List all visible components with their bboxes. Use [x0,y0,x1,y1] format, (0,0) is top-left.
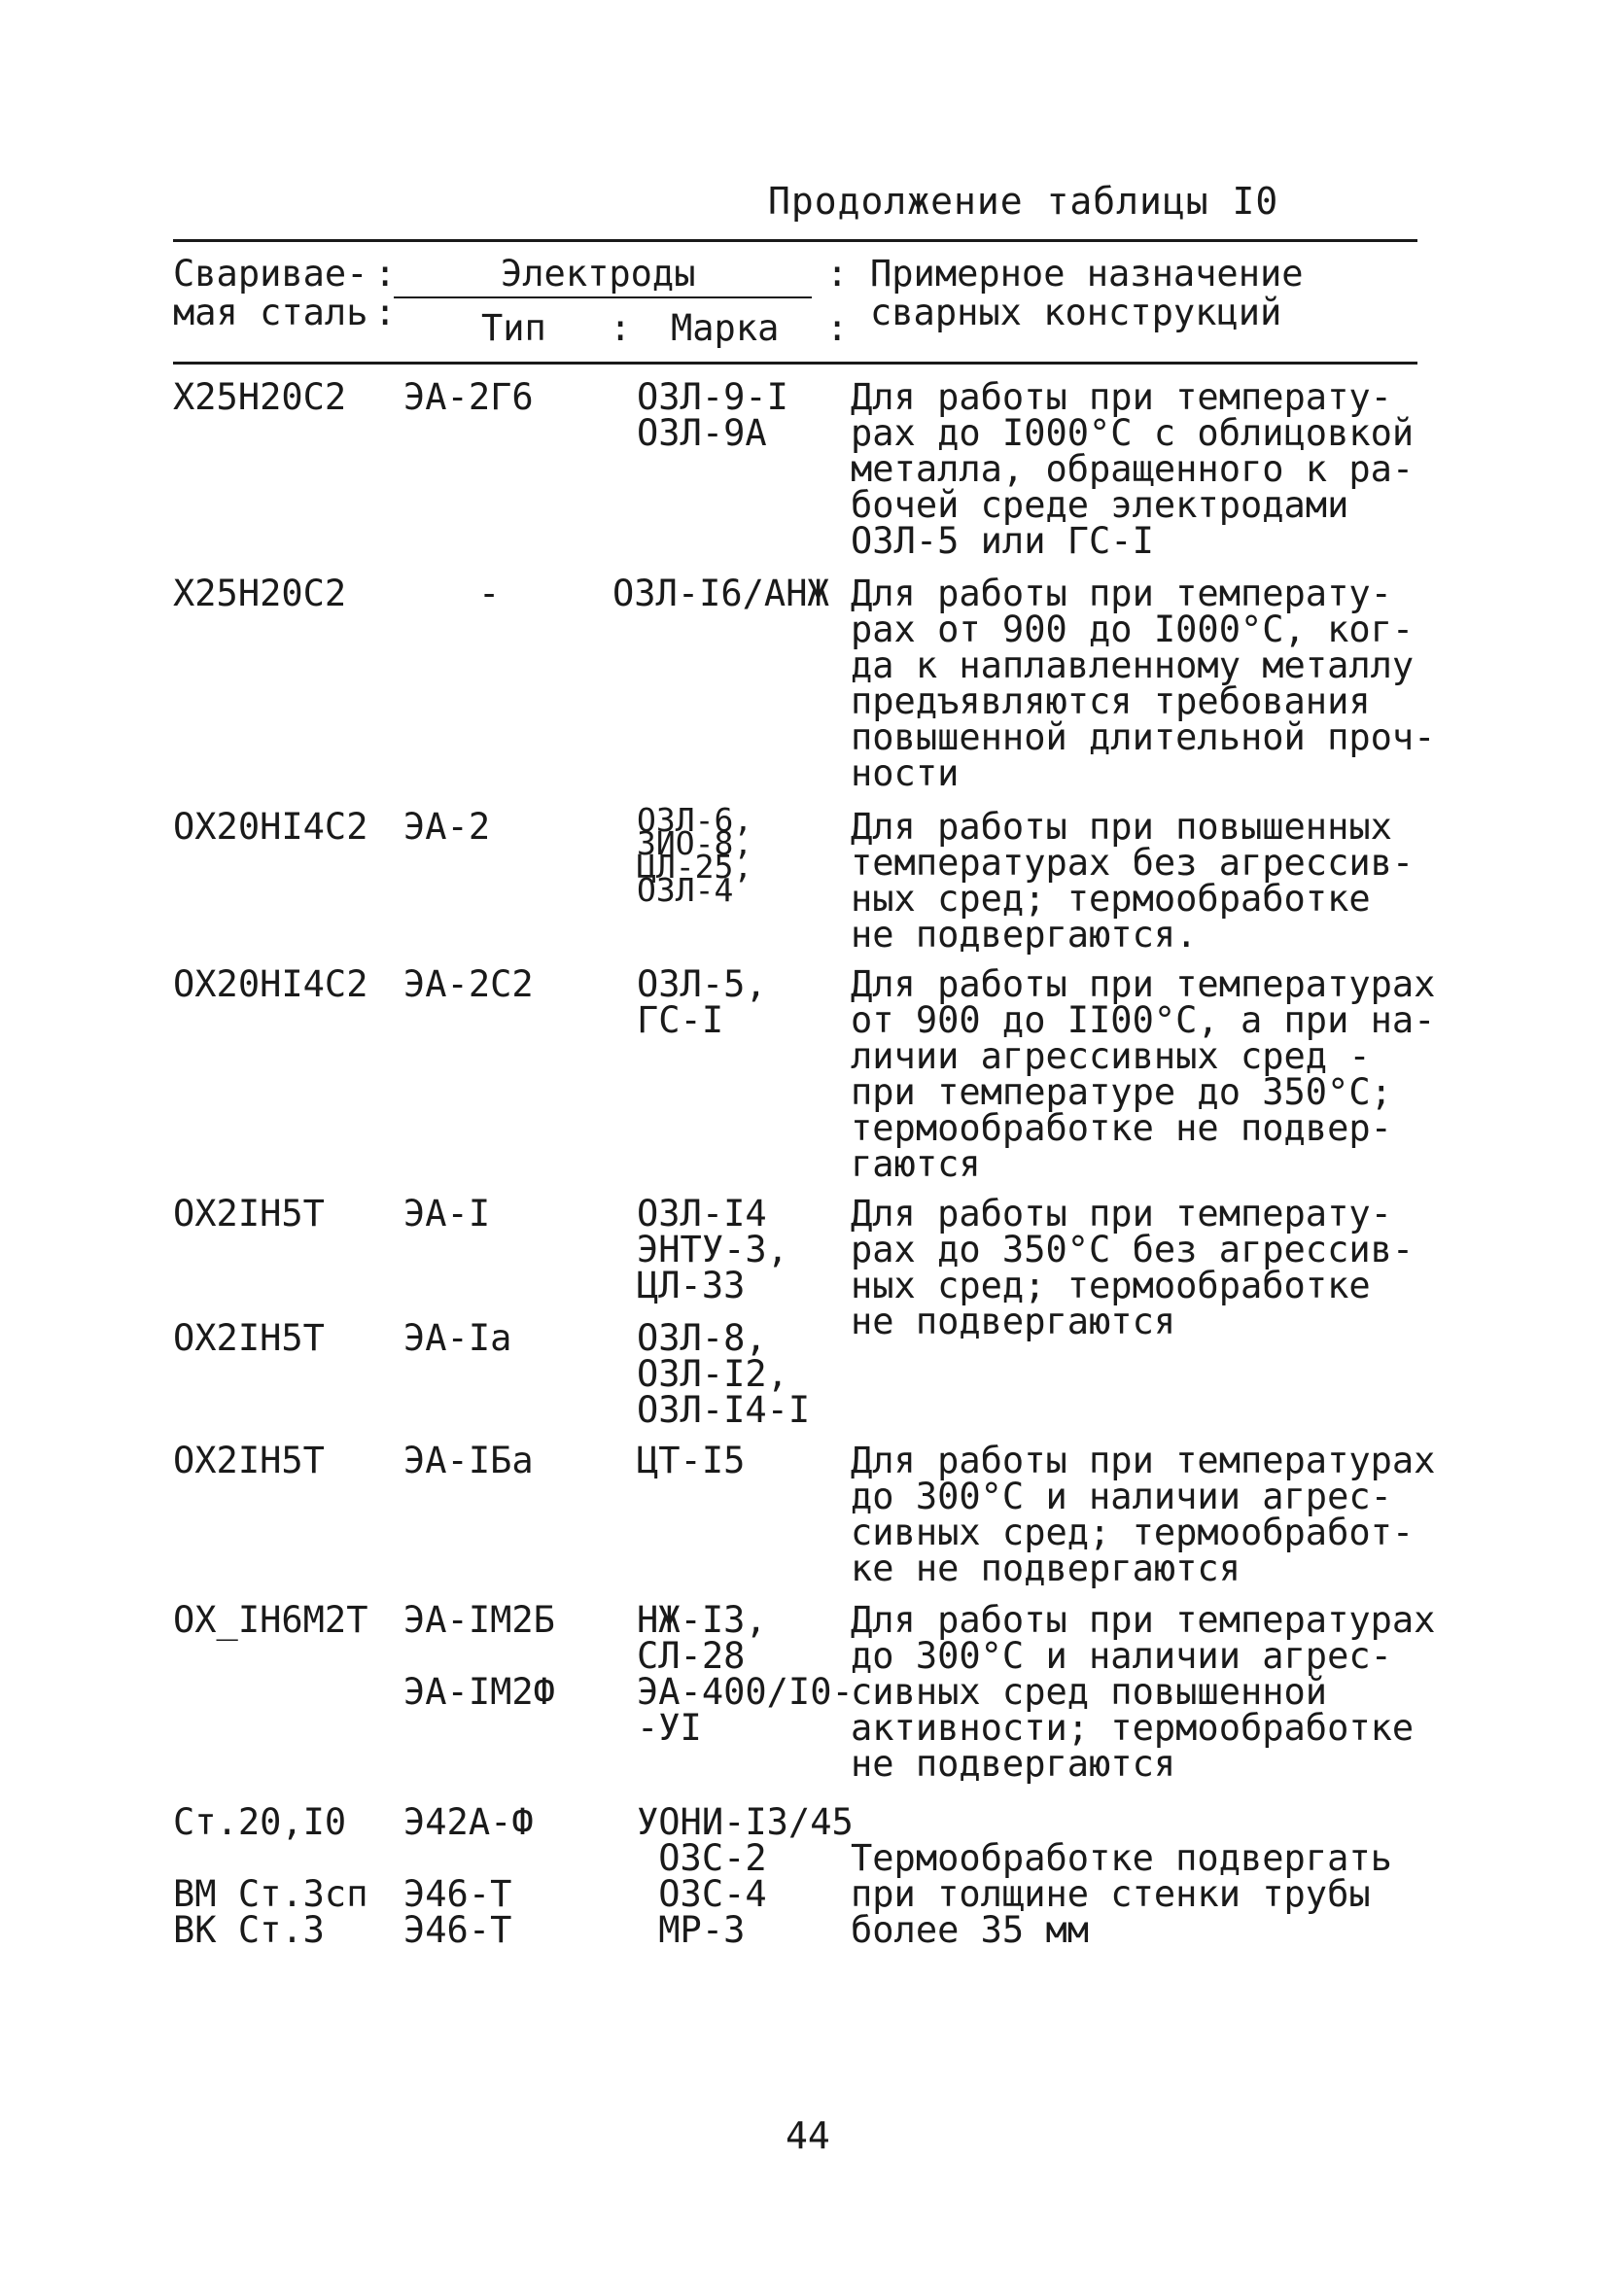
table-cell-mark: УОНИ-I3/45 ОЗС-2 ОЗС-4 МР-3 [637,1801,854,1951]
table-cell-type: ЭА-2 [403,806,491,848]
table-cell-mark: ОЗЛ-9-I ОЗЛ-9А [637,376,788,454]
table-cell-mark: НЖ-I3, СЛ-28 ЭА-400/I0- -УI [637,1599,854,1749]
table-cell-type: ЭА-IМ2Б ЭА-IМ2Ф [403,1599,555,1713]
header-separator: : [826,253,849,295]
header-bottom-rule [173,362,1417,365]
table-cell-purpose: Для работы при температурах до 300°С и наличии агрес- сивных сред повышенной активности; термообработке не подвергаются [851,1599,1436,1785]
table-cell-steel: ОХ20НI4С2 [173,963,368,1005]
table-cell-mark: ОЗЛ-6, ЗИО-8, ЦЛ-25, ОЗЛ-4 [637,801,753,909]
table-cell-purpose: Для работы при температу- рах до I000°С с облицовкой металла, обращенного к ра- бочей среде электродами ОЗЛ-5 или ГС-I [851,376,1415,562]
table-cell-purpose: Для работы при повышенных температурах без агрессив- ных сред; термообработке не подвергаются. [851,806,1415,956]
header-purpose-line1: Примерное назначение [870,253,1304,295]
table-cell-mark: ОЗЛ-8, ОЗЛ-I2, ОЗЛ-I4-I [637,1317,811,1431]
table-cell-purpose: Для работы при температурах до 300°С и наличии агрес- сивных сред; термообработ- ке не подвергаются [851,1440,1436,1589]
header-top-rule [173,239,1417,242]
table-cell-purpose: Для работы при температурах от 900 до II00°С, а при на- личии агрессивных сред - при температуре до 350°С; термообработке не подвер- гаются [851,963,1436,1185]
table-cell-mark: ЦТ-I5 [637,1440,746,1481]
table-cell-steel: ОХ2IН5Т [173,1440,325,1481]
table-cell-mark: ОЗЛ-5, ГС-I [637,963,767,1041]
header-separator: : [826,307,849,349]
header-steel-line2: мая сталь [173,292,368,333]
table-cell-type: - [478,573,501,614]
table-cell-purpose: Для работы при температу- рах до 350°С без агрессив- ных сред; термообработке не подвергаются [851,1193,1415,1342]
table-cell-steel: Х25Н20С2 [173,376,347,418]
header-purpose-line2: сварных конструкций [870,292,1282,333]
table-caption: Продолжение таблицы I0 [768,180,1279,223]
table-cell-steel: Ст.20,I0 ВМ Ст.3сп ВК Ст.3 [173,1801,368,1951]
table-cell-type: ЭА-IБа [403,1440,534,1481]
table-cell-steel: Х25Н20С2 [173,573,347,614]
table-cell-type: Э42А-Ф Э46-Т Э46-Т [403,1801,534,1951]
table-cell-mark: ОЗЛ-I4 ЭНТУ-3, ЦЛ-33 [637,1193,788,1306]
header-electrodes-rule [394,296,812,298]
table-cell-steel: ОХ2IН5Т [173,1317,325,1359]
table-cell-steel: ОХ20НI4С2 [173,806,368,848]
table-cell-mark: ОЗЛ-I6/АНЖ [612,573,829,614]
table-cell-type: ЭА-2С2 [403,963,534,1005]
header-electrodes: Электроды [501,253,696,295]
table-cell-type: ЭА-2Г6 [403,376,534,418]
table-cell-type: ЭА-I [403,1193,491,1235]
table-cell-purpose: Термообработке подвергать при толщине стенки трубы более 35 мм [851,1837,1392,1951]
header-separator: : [374,292,397,333]
table-cell-purpose: Для работы при температу- рах от 900 до I000°С, ког- да к наплавленному металлу предъявляются требования повышенной длительной проч- ности [851,573,1436,794]
table-cell-steel: ОХ2IН5Т [173,1193,325,1235]
header-separator: : [374,253,397,295]
table-cell-steel: ОХ_IН6М2Т [173,1599,368,1641]
table-cell-type: ЭА-Iа [403,1317,512,1359]
header-separator: : [610,307,632,349]
page-number: 44 [786,2114,830,2157]
header-type: Тип [481,307,546,349]
header-mark: Марка [671,307,780,349]
header-steel-line1: Свариваe- [173,253,368,295]
